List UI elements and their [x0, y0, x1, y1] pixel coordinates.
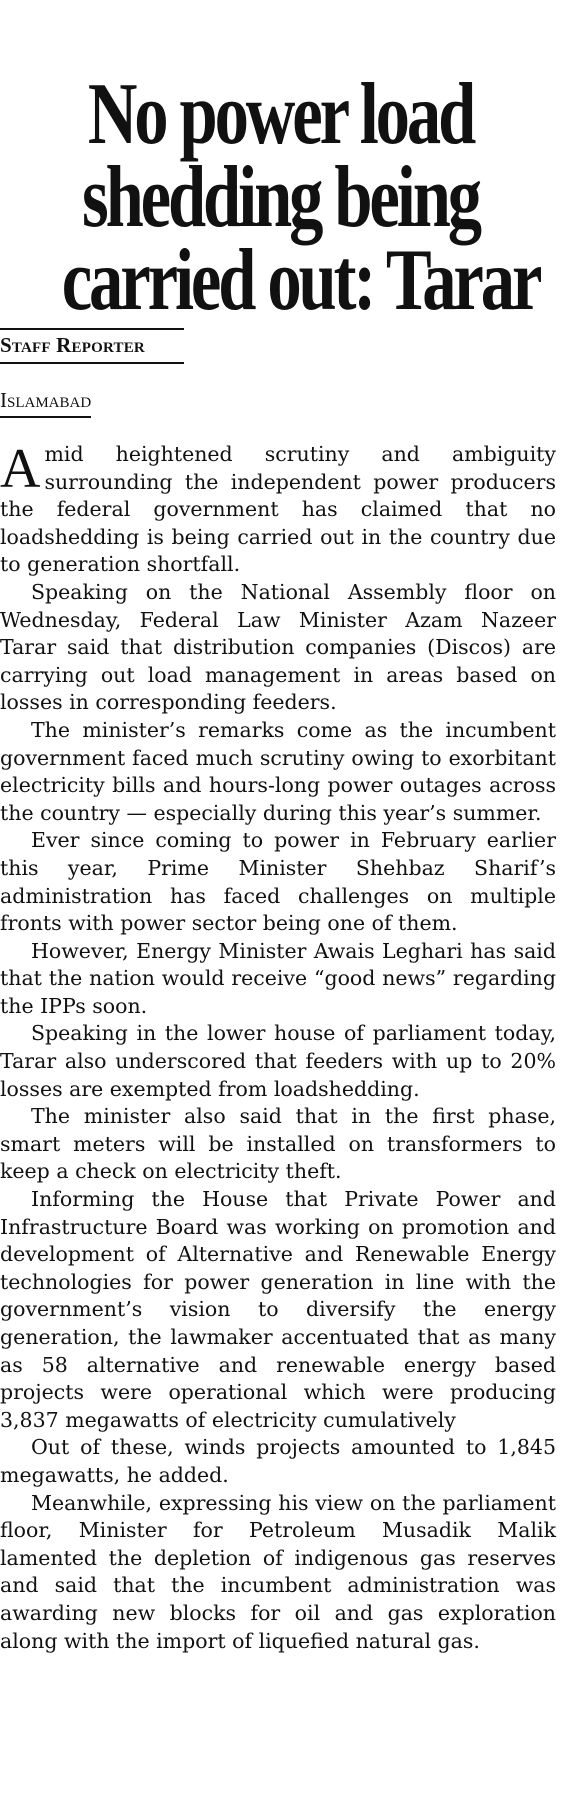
drop-cap: A: [0, 438, 41, 500]
body-paragraph: The minister’s remarks come as the incumbent government faced much scrutiny owing to exorbitant electricity bills and hours-long power outages across the country — especially during this year’s summer.: [0, 717, 556, 825]
body-paragraph: Ever since coming to power in February earlier this year, Prime Minister Shehbaz Sharif’s administration has faced challenges on multiple fronts with power sector being one of them.: [0, 828, 556, 936]
headline-line: carried out: Tarar: [61, 231, 540, 329]
headline-line: shedding being: [82, 148, 479, 246]
body-paragraph: The minister also said that in the first phase, smart meters will be installed on transformers to keep a check on electricity theft.: [0, 1104, 556, 1184]
paragraph-text: mid heightened scrutiny and ambiguity surrounding the independent power producers the federal government has claimed that no loadshedding is being carried out in the country due to generation shortfall.: [0, 442, 556, 577]
body-paragraph: Informing the House that Private Power and Infrastructure Board was working on promotion and development of Alternative and Renewable Energy technologies for power generation in line with the government’s vision to diversify the energy generation, the lawmaker accentuated that as many as 58 alternative and renewable energy based projects were operational which were producing 3,837 megawatts of electricity cumulatively: [0, 1187, 556, 1432]
body-paragraph: [0, 438, 556, 579]
headline-line: No power load: [87, 65, 474, 163]
body-paragraph: However, Energy Minister Awais Leghari has said that the nation would receive “good news” regarding the IPPs soon.: [0, 938, 556, 1018]
headline: [61, 65, 540, 329]
dateline: Islamabad: [0, 388, 91, 418]
byline: Staff Reporter: [0, 328, 184, 364]
body-paragraph: Meanwhile, expressing his view on the parliament floor, Minister for Petroleum Musadik Malik lamented the depletion of indigenous gas reserves and said that the incumbent administration was awarding new blocks for oil and gas exploration along with the import of liquefied natural gas.: [0, 1490, 556, 1653]
body-paragraph: Speaking on the National Assembly floor on Wednesday, Federal Law Minister Azam Nazeer Tarar said that distribution companies (Discos) are carrying out load management in areas based on losses in corresponding feeders.: [0, 579, 556, 715]
article-body: [0, 438, 556, 1655]
body-paragraph: Out of these, winds projects amounted to 1,845 megawatts, he added.: [0, 1435, 556, 1487]
body-paragraph: Speaking in the lower house of parliament today, Tarar also underscored that feeders with up to 20% losses are exempted from loadshedding.: [0, 1021, 556, 1101]
